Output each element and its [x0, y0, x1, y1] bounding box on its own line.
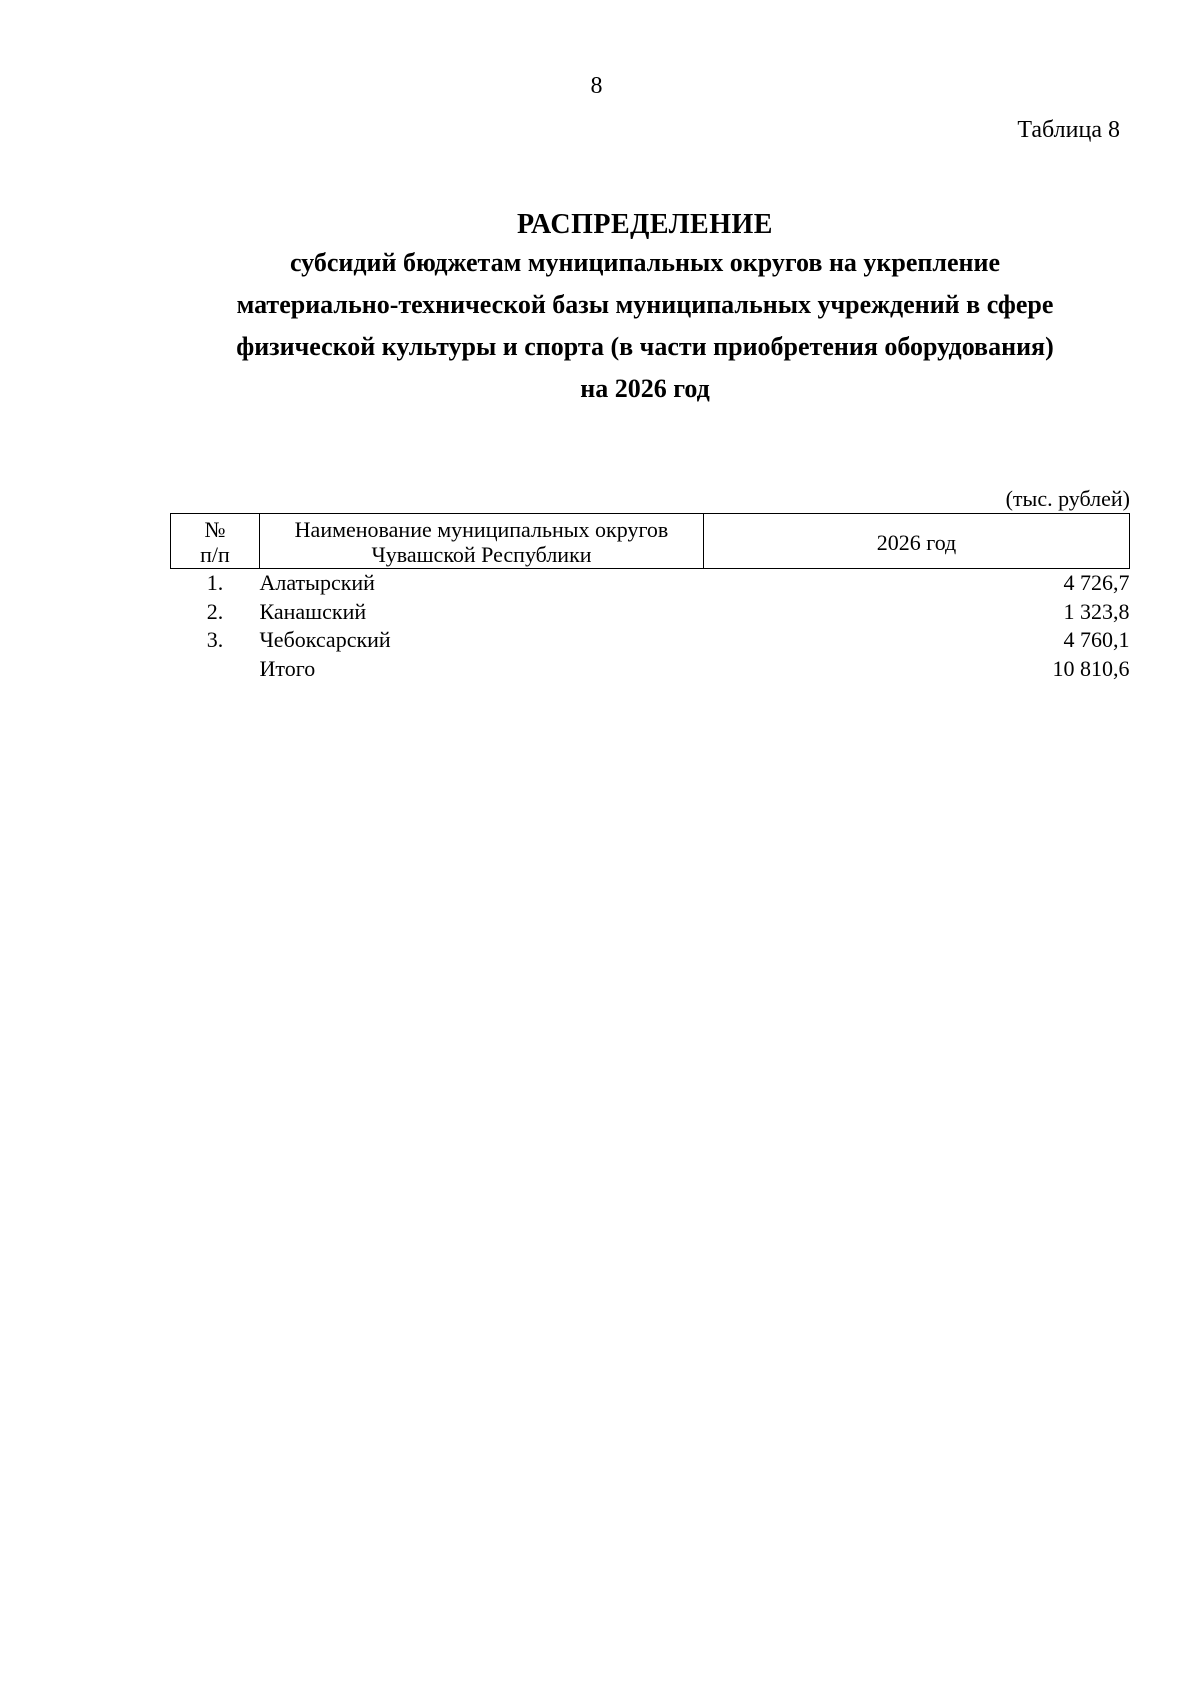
- row-number: 3.: [206, 627, 224, 652]
- header-number-line1: №: [204, 517, 226, 542]
- table-header-row: [171, 514, 1130, 569]
- page-number: 8: [590, 73, 603, 99]
- header-number-line2: п/п: [200, 542, 230, 567]
- row-number: 1.: [206, 570, 224, 595]
- row-value: 1 323,8: [1063, 598, 1130, 624]
- title-line-3: физической культуры и спорта (в части приобретения оборудования): [236, 332, 1054, 361]
- row-name: Канашский: [259, 598, 367, 624]
- units-note: (тыс. рублей): [1005, 486, 1130, 511]
- header-name-line2: Чувашской Республики: [371, 542, 592, 567]
- document-title: [150, 208, 1140, 410]
- table-row: [171, 626, 1130, 655]
- row-name: Чебоксарский: [259, 627, 391, 652]
- title-line-4: на 2026 год: [580, 374, 710, 403]
- total-value: 10 810,6: [1052, 655, 1130, 681]
- row-name: Алатырский: [259, 570, 375, 595]
- header-number: [171, 514, 260, 569]
- total-row: [171, 655, 1130, 684]
- total-label: Итого: [259, 655, 316, 681]
- table-label: Таблица 8: [1017, 117, 1120, 143]
- header-name: [260, 514, 704, 569]
- header-name-line1: Наименование муниципальных округов: [294, 517, 669, 542]
- table-row: [171, 569, 1130, 598]
- header-year: 2026 год: [704, 514, 1130, 569]
- row-value: 4 760,1: [1063, 627, 1130, 652]
- table-row: [171, 598, 1130, 627]
- total-number: [171, 655, 260, 684]
- distribution-table: [170, 513, 1130, 683]
- row-value: 4 726,7: [1063, 570, 1130, 595]
- title-line-2: материально-технической базы муниципальных учреждений в сфере: [236, 290, 1054, 319]
- title-main: РАСПРЕДЕЛЕНИЕ: [517, 209, 773, 240]
- row-number: 2.: [206, 598, 224, 624]
- title-line-1: субсидий бюджетам муниципальных округов на укрепление: [289, 248, 1001, 277]
